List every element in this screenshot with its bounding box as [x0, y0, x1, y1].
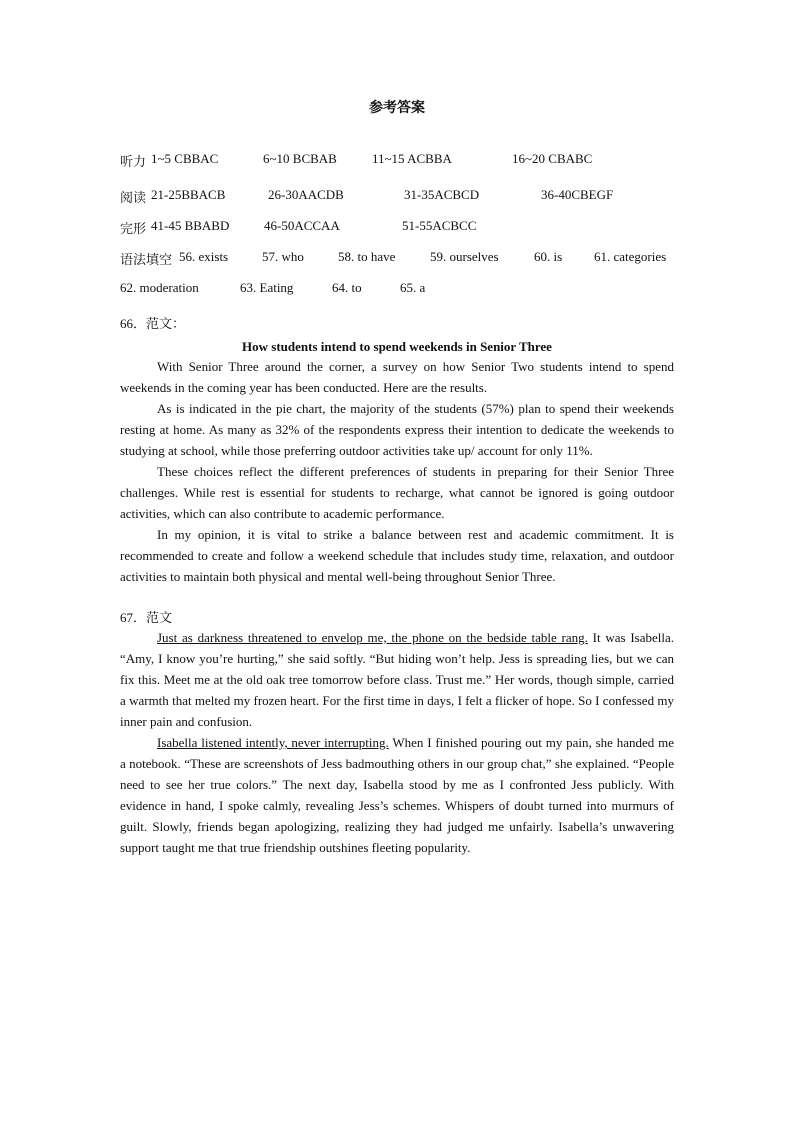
q66-paragraph-4: In my opinion, it is vital to strike a balance between rest and academic commitment. It is recommended to create and follow a weekend schedule that includes study time, relaxation, and outdoor activities to maintain both physical and mental well-being throughout Senior Three. — [120, 527, 674, 584]
reading-ans-4: 36-40CBEGF — [541, 187, 614, 202]
grammar-ans-59: 59. ourselves — [430, 249, 499, 264]
reading-label: 阅读 — [120, 190, 147, 205]
grammar-label: 语法填空 — [120, 252, 173, 267]
listening-label: 听力 — [120, 154, 147, 169]
q66-label: 66．范文： — [120, 316, 186, 331]
essay-title: How students intend to spend weekends in Senior Three — [242, 339, 552, 354]
grammar-ans-60: 60. is — [534, 249, 563, 264]
page-title: 参考答案 — [369, 101, 425, 116]
reading-ans-1: 21-25BBACB — [151, 187, 226, 202]
grammar-ans-57: 57. who — [262, 249, 304, 264]
q66-essay — [120, 356, 674, 587]
grammar-ans-58: 58. to have — [338, 249, 396, 264]
grammar-ans-65: 65. a — [400, 280, 426, 295]
q67-p1-text: It was Isabella. “Amy, I know you’re hurting,” she said softly. “But hiding won’t help. Jess is spreading lies, but we can fix this. Meet me at the old oak tree tomorrow before class. Trust me.” Her words, though simple, carried a warmth that melted my frozen heart. For the first time in days, I felt a flicker of hope. So I confessed my inner pain and confusion. — [120, 630, 674, 729]
grammar-ans-56: 56. exists — [179, 249, 229, 264]
q66-paragraph-3: These choices reflect the different preferences of students in preparing for their Senior Three challenges. While rest is essential for students to recharge, what cannot be ignored is going outdoor activities, which can also contribute to academic performance. — [120, 464, 674, 521]
q66-paragraph-2: As is indicated in the pie chart, the majority of the students (57%) plan to spend their weekends resting at home. As many as 32% of the respondents express their intention to dedicate the weekends to studying at school, while those preferring outdoor activities take up/ account for only 11%. — [120, 401, 674, 458]
listening-ans-1: 1~5 CBBAC — [151, 151, 219, 166]
reading-ans-3: 31-35ACBCD — [404, 187, 480, 202]
grammar-ans-63: 63. Eating — [240, 280, 294, 295]
q67-p2-underlined: Isabella listened intently, never interrupting. — [157, 735, 389, 750]
reading-ans-2: 26-30AACDB — [268, 187, 344, 202]
q67-paragraph-1 — [120, 627, 674, 732]
listening-ans-4: 16~20 CBABC — [512, 151, 593, 166]
cloze-ans-1: 41-45 BBABD — [151, 218, 230, 233]
grammar-ans-64: 64. to — [332, 280, 362, 295]
q67-p1-underlined: Just as darkness threatened to envelop me, the phone on the bedside table rang. — [157, 630, 588, 645]
grammar-ans-61: 61. categories — [594, 249, 667, 264]
listening-ans-3: 11~15 ACBBA — [372, 151, 452, 166]
q67-label: 67．范文 — [120, 610, 173, 625]
grammar-ans-62: 62. moderation — [120, 280, 199, 295]
q66-paragraph-1: With Senior Three around the corner, a survey on how Senior Two students intend to spend weekends in the coming year has been conducted. Here are the results. — [120, 359, 674, 395]
q67-essay — [120, 627, 674, 858]
cloze-ans-3: 51-55ACBCC — [402, 218, 477, 233]
cloze-ans-2: 46-50ACCAA — [264, 218, 340, 233]
cloze-label: 完形 — [120, 221, 147, 236]
q67-p2-text: When I finished pouring out my pain, she handed me a notebook. “These are screenshots of Jess badmouthing others in our group chat,” she explained. “People need to see her true colors.” The next day, Isabella stood by me as I confronted Jess publicly. With evidence in hand, I spoke calmly, revealing Jess’s schemes. Whispers of doubt turned into murmurs of guilt. Slowly, friends began apologizing, realizing they had judged me unfairly. Isabella’s unwavering support taught me that true friendship outshines fleeting popularity. — [120, 735, 674, 855]
listening-ans-2: 6~10 BCBAB — [263, 151, 337, 166]
q67-paragraph-2 — [120, 732, 674, 858]
